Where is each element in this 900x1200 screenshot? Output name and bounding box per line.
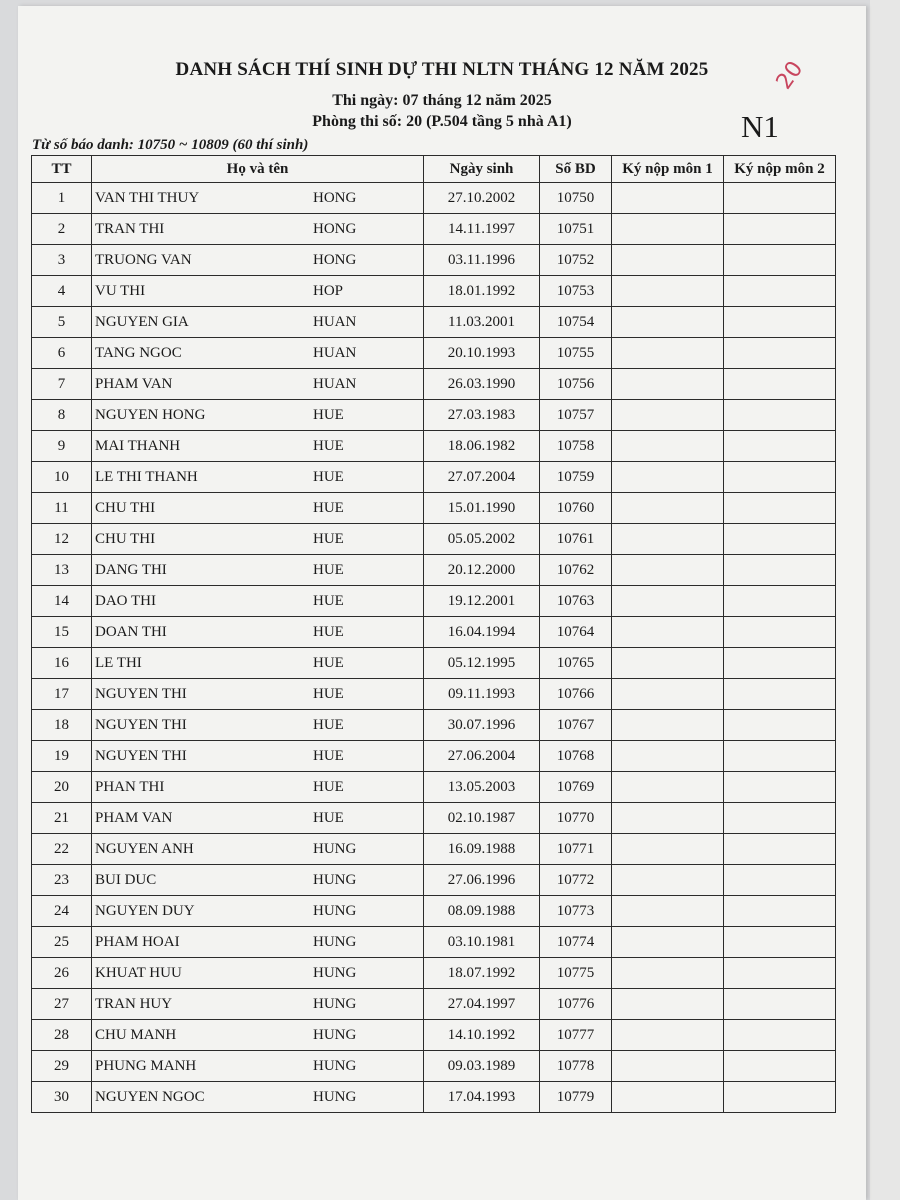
table-row (32, 865, 836, 896)
candidate-first-name: HONG (313, 189, 357, 206)
sign-cell-subject-2 (724, 276, 836, 307)
candidate-dob: 14.10.1992 (424, 1020, 540, 1051)
candidate-last-middle-name: VU THI (95, 282, 146, 299)
sign-cell-subject-2 (724, 307, 836, 338)
candidate-name (92, 431, 424, 462)
header-sign1: Ký nộp môn 1 (612, 156, 724, 183)
candidate-sbd: 10754 (540, 307, 612, 338)
candidate-first-name: HUE (313, 406, 344, 423)
table-row (32, 617, 836, 648)
candidate-dob: 27.04.1997 (424, 989, 540, 1020)
sign-cell-subject-1 (612, 338, 724, 369)
row-number: 26 (32, 958, 92, 989)
candidate-sbd: 10768 (540, 741, 612, 772)
candidate-dob: 27.06.2004 (424, 741, 540, 772)
sign-cell-subject-2 (724, 617, 836, 648)
candidate-sbd: 10767 (540, 710, 612, 741)
candidate-dob: 26.03.1990 (424, 369, 540, 400)
candidate-sbd: 10757 (540, 400, 612, 431)
row-number: 14 (32, 586, 92, 617)
sign-cell-subject-1 (612, 1020, 724, 1051)
sign-cell-subject-1 (612, 524, 724, 555)
candidate-first-name: HUE (313, 530, 344, 547)
sign-cell-subject-1 (612, 834, 724, 865)
table-row (32, 989, 836, 1020)
candidate-last-middle-name: CHU THI (95, 499, 156, 516)
candidate-name (92, 958, 424, 989)
candidate-range: Từ số báo danh: 10750 ~ 10809 (60 thí sinh) (32, 137, 309, 153)
candidate-sbd: 10755 (540, 338, 612, 369)
row-number: 3 (32, 245, 92, 276)
candidate-last-middle-name: NGUYEN DUY (95, 902, 195, 919)
candidate-sbd: 10766 (540, 679, 612, 710)
candidate-first-name: HUAN (313, 313, 357, 330)
row-number: 5 (32, 307, 92, 338)
table-row (32, 524, 836, 555)
candidate-first-name: HONG (313, 251, 357, 268)
sign-cell-subject-1 (612, 958, 724, 989)
sign-cell-subject-2 (724, 462, 836, 493)
candidate-dob: 13.05.2003 (424, 772, 540, 803)
candidate-sbd: 10775 (540, 958, 612, 989)
row-number: 23 (32, 865, 92, 896)
candidate-dob: 27.03.1983 (424, 400, 540, 431)
sign-cell-subject-2 (724, 865, 836, 896)
sign-cell-subject-2 (724, 245, 836, 276)
row-number: 27 (32, 989, 92, 1020)
table-row (32, 214, 836, 245)
candidate-last-middle-name: LE THI THANH (95, 468, 198, 485)
candidate-sbd: 10776 (540, 989, 612, 1020)
row-number: 1 (32, 183, 92, 214)
candidate-dob: 05.05.2002 (424, 524, 540, 555)
sign-cell-subject-1 (612, 927, 724, 958)
candidate-sbd: 10761 (540, 524, 612, 555)
row-number: 22 (32, 834, 92, 865)
row-number: 13 (32, 555, 92, 586)
sign-cell-subject-2 (724, 1020, 836, 1051)
table-row (32, 183, 836, 214)
candidate-sbd: 10758 (540, 431, 612, 462)
candidate-last-middle-name: NGUYEN THI (95, 716, 187, 733)
candidate-sbd: 10760 (540, 493, 612, 524)
row-number: 28 (32, 1020, 92, 1051)
candidate-name (92, 989, 424, 1020)
candidate-first-name: HUE (313, 716, 344, 733)
handwritten-mark: 20 (771, 56, 809, 95)
sign-cell-subject-1 (612, 865, 724, 896)
candidate-dob: 18.01.1992 (424, 276, 540, 307)
candidate-name (92, 772, 424, 803)
sign-cell-subject-1 (612, 741, 724, 772)
candidate-name (92, 369, 424, 400)
candidate-name (92, 1020, 424, 1051)
row-number: 25 (32, 927, 92, 958)
table-row (32, 1082, 836, 1113)
table-row (32, 1020, 836, 1051)
table-row (32, 741, 836, 772)
row-number: 30 (32, 1082, 92, 1113)
candidate-dob: 16.04.1994 (424, 617, 540, 648)
candidate-dob: 03.11.1996 (424, 245, 540, 276)
candidate-first-name: HONG (313, 220, 357, 237)
table-row (32, 648, 836, 679)
candidate-name (92, 741, 424, 772)
candidate-first-name: HUE (313, 654, 344, 671)
exam-date: Thi ngày: 07 tháng 12 năm 2025 (332, 92, 552, 109)
table-row (32, 958, 836, 989)
candidate-last-middle-name: MAI THANH (95, 437, 181, 454)
row-number: 9 (32, 431, 92, 462)
candidate-first-name: HUNG (313, 933, 357, 950)
candidate-sbd: 10771 (540, 834, 612, 865)
row-number: 18 (32, 710, 92, 741)
candidate-dob: 14.11.1997 (424, 214, 540, 245)
sign-cell-subject-1 (612, 1051, 724, 1082)
row-number: 2 (32, 214, 92, 245)
candidate-first-name: HUNG (313, 1026, 357, 1043)
table-row (32, 555, 836, 586)
table-row (32, 896, 836, 927)
row-number: 7 (32, 369, 92, 400)
sign-cell-subject-2 (724, 493, 836, 524)
sign-cell-subject-2 (724, 524, 836, 555)
candidate-sbd: 10753 (540, 276, 612, 307)
candidate-name (92, 462, 424, 493)
row-number: 6 (32, 338, 92, 369)
candidate-first-name: HUE (313, 623, 344, 640)
candidate-dob: 08.09.1988 (424, 896, 540, 927)
candidate-name (92, 245, 424, 276)
sign-cell-subject-2 (724, 1082, 836, 1113)
candidate-dob: 16.09.1988 (424, 834, 540, 865)
table-row (32, 834, 836, 865)
sign-cell-subject-1 (612, 896, 724, 927)
sign-cell-subject-2 (724, 896, 836, 927)
candidate-dob: 09.03.1989 (424, 1051, 540, 1082)
candidate-table (31, 155, 836, 1113)
sign-cell-subject-1 (612, 989, 724, 1020)
candidate-sbd: 10756 (540, 369, 612, 400)
sign-cell-subject-1 (612, 431, 724, 462)
candidate-sbd: 10773 (540, 896, 612, 927)
room-code: N1 (741, 109, 779, 144)
sign-cell-subject-2 (724, 648, 836, 679)
candidate-last-middle-name: NGUYEN HONG (95, 406, 206, 423)
background-page-edge (870, 0, 900, 1200)
sign-cell-subject-1 (612, 245, 724, 276)
candidate-last-middle-name: TRAN HUY (95, 995, 173, 1012)
table-row (32, 245, 836, 276)
table-row (32, 927, 836, 958)
candidate-last-middle-name: CHU THI (95, 530, 156, 547)
exam-room: Phòng thi số: 20 (P.504 tầng 5 nhà A1) (312, 113, 572, 130)
row-number: 24 (32, 896, 92, 927)
row-number: 12 (32, 524, 92, 555)
table-row (32, 307, 836, 338)
candidate-first-name: HUE (313, 747, 344, 764)
document-title: DANH SÁCH THÍ SINH DỰ THI NLTN THÁNG 12 NĂM 2025 (175, 59, 709, 80)
row-number: 10 (32, 462, 92, 493)
candidate-sbd: 10751 (540, 214, 612, 245)
candidate-first-name: HUNG (313, 840, 357, 857)
table-row (32, 772, 836, 803)
candidate-last-middle-name: BUI DUC (95, 871, 157, 888)
sign-cell-subject-1 (612, 710, 724, 741)
candidate-dob: 03.10.1981 (424, 927, 540, 958)
candidate-sbd: 10763 (540, 586, 612, 617)
candidate-dob: 30.07.1996 (424, 710, 540, 741)
table-row (32, 338, 836, 369)
candidate-first-name: HUAN (313, 344, 357, 361)
candidate-sbd: 10765 (540, 648, 612, 679)
header-sign2: Ký nộp môn 2 (724, 156, 836, 183)
candidate-first-name: HUE (313, 809, 344, 826)
table-row (32, 369, 836, 400)
sign-cell-subject-1 (612, 555, 724, 586)
candidate-dob: 27.07.2004 (424, 462, 540, 493)
candidate-dob: 20.10.1993 (424, 338, 540, 369)
sign-cell-subject-2 (724, 214, 836, 245)
candidate-name (92, 834, 424, 865)
sign-cell-subject-2 (724, 369, 836, 400)
candidate-first-name: HOP (313, 282, 344, 299)
candidate-last-middle-name: NGUYEN NGOC (95, 1088, 205, 1105)
sign-cell-subject-1 (612, 400, 724, 431)
candidate-dob: 15.01.1990 (424, 493, 540, 524)
candidate-first-name: HUE (313, 499, 344, 516)
candidate-last-middle-name: NGUYEN THI (95, 685, 187, 702)
sign-cell-subject-1 (612, 276, 724, 307)
row-number: 15 (32, 617, 92, 648)
candidate-dob: 05.12.1995 (424, 648, 540, 679)
candidate-dob: 27.06.1996 (424, 865, 540, 896)
candidate-first-name: HUNG (313, 871, 357, 888)
sign-cell-subject-2 (724, 803, 836, 834)
candidate-name (92, 338, 424, 369)
sign-cell-subject-1 (612, 307, 724, 338)
table-row (32, 431, 836, 462)
candidate-sbd: 10778 (540, 1051, 612, 1082)
header-dob: Ngày sinh (424, 156, 540, 183)
candidate-name (92, 586, 424, 617)
table-row (32, 586, 836, 617)
sign-cell-subject-1 (612, 1082, 724, 1113)
candidate-name (92, 1051, 424, 1082)
candidate-dob: 11.03.2001 (424, 307, 540, 338)
candidate-dob: 19.12.2001 (424, 586, 540, 617)
row-number: 4 (32, 276, 92, 307)
sign-cell-subject-1 (612, 679, 724, 710)
candidate-dob: 18.07.1992 (424, 958, 540, 989)
candidate-first-name: HUNG (313, 902, 357, 919)
candidate-sbd: 10779 (540, 1082, 612, 1113)
candidate-last-middle-name: KHUAT HUU (95, 964, 182, 981)
candidate-name (92, 400, 424, 431)
candidate-name (92, 1082, 424, 1113)
sign-cell-subject-1 (612, 772, 724, 803)
row-number: 8 (32, 400, 92, 431)
header-sbd: Số BD (540, 156, 612, 183)
candidate-sbd: 10769 (540, 772, 612, 803)
candidate-first-name: HUNG (313, 995, 357, 1012)
sign-cell-subject-1 (612, 369, 724, 400)
sign-cell-subject-2 (724, 679, 836, 710)
row-number: 29 (32, 1051, 92, 1082)
table-row (32, 803, 836, 834)
candidate-name (92, 276, 424, 307)
candidate-sbd: 10777 (540, 1020, 612, 1051)
sign-cell-subject-2 (724, 989, 836, 1020)
candidate-name (92, 307, 424, 338)
candidate-last-middle-name: NGUYEN THI (95, 747, 187, 764)
candidate-dob: 09.11.1993 (424, 679, 540, 710)
sign-cell-subject-1 (612, 586, 724, 617)
candidate-first-name: HUE (313, 468, 344, 485)
candidate-last-middle-name: DANG THI (95, 561, 167, 578)
header-tt: TT (32, 156, 92, 183)
sign-cell-subject-1 (612, 648, 724, 679)
sign-cell-subject-1 (612, 803, 724, 834)
sign-cell-subject-2 (724, 772, 836, 803)
row-number: 16 (32, 648, 92, 679)
candidate-first-name: HUNG (313, 1057, 357, 1074)
row-number: 17 (32, 679, 92, 710)
table-row (32, 679, 836, 710)
sign-cell-subject-2 (724, 834, 836, 865)
candidate-name (92, 648, 424, 679)
candidate-sbd: 10774 (540, 927, 612, 958)
candidate-last-middle-name: CHU MANH (95, 1026, 177, 1043)
sign-cell-subject-2 (724, 555, 836, 586)
candidate-last-middle-name: VAN THI THUY (95, 189, 200, 206)
candidate-name (92, 896, 424, 927)
candidate-last-middle-name: TRAN THI (95, 220, 165, 237)
candidate-name (92, 927, 424, 958)
sign-cell-subject-2 (724, 741, 836, 772)
sign-cell-subject-2 (724, 927, 836, 958)
candidate-name (92, 679, 424, 710)
candidate-name (92, 617, 424, 648)
candidate-sbd: 10750 (540, 183, 612, 214)
candidate-name (92, 524, 424, 555)
candidate-last-middle-name: LE THI (95, 654, 142, 671)
sign-cell-subject-1 (612, 617, 724, 648)
header-name: Họ và tên (92, 156, 424, 183)
sign-cell-subject-2 (724, 338, 836, 369)
candidate-dob: 20.12.2000 (424, 555, 540, 586)
candidate-sbd: 10762 (540, 555, 612, 586)
candidate-dob: 02.10.1987 (424, 803, 540, 834)
candidate-dob: 27.10.2002 (424, 183, 540, 214)
row-number: 21 (32, 803, 92, 834)
candidate-name (92, 865, 424, 896)
sign-cell-subject-2 (724, 710, 836, 741)
candidate-sbd: 10772 (540, 865, 612, 896)
candidate-last-middle-name: PHAN THI (95, 778, 165, 795)
candidate-name (92, 214, 424, 245)
candidate-last-middle-name: PHAM HOAI (95, 933, 180, 950)
candidate-first-name: HUE (313, 685, 344, 702)
candidate-first-name: HUNG (313, 1088, 357, 1105)
candidate-dob: 17.04.1993 (424, 1082, 540, 1113)
sign-cell-subject-2 (724, 400, 836, 431)
sign-cell-subject-1 (612, 214, 724, 245)
sign-cell-subject-2 (724, 431, 836, 462)
candidate-last-middle-name: TANG NGOC (95, 344, 182, 361)
candidate-sbd: 10764 (540, 617, 612, 648)
table-row (32, 400, 836, 431)
candidate-name (92, 710, 424, 741)
candidate-sbd: 10752 (540, 245, 612, 276)
candidate-sbd: 10770 (540, 803, 612, 834)
sign-cell-subject-1 (612, 493, 724, 524)
table-row (32, 462, 836, 493)
candidate-last-middle-name: PHAM VAN (95, 375, 173, 392)
candidate-first-name: HUE (313, 437, 344, 454)
candidate-first-name: HUAN (313, 375, 357, 392)
table-row (32, 276, 836, 307)
sign-cell-subject-2 (724, 586, 836, 617)
row-number: 20 (32, 772, 92, 803)
candidate-sbd: 10759 (540, 462, 612, 493)
sign-cell-subject-1 (612, 183, 724, 214)
candidate-name (92, 493, 424, 524)
candidate-name (92, 803, 424, 834)
table-row (32, 710, 836, 741)
sign-cell-subject-2 (724, 1051, 836, 1082)
candidate-name (92, 555, 424, 586)
sign-cell-subject-1 (612, 462, 724, 493)
candidate-last-middle-name: DAO THI (95, 592, 156, 609)
candidate-last-middle-name: PHUNG MANH (95, 1057, 197, 1074)
table-row (32, 1051, 836, 1082)
candidate-first-name: HUNG (313, 964, 357, 981)
table-header-row (32, 156, 836, 183)
candidate-last-middle-name: DOAN THI (95, 623, 167, 640)
row-number: 11 (32, 493, 92, 524)
candidate-last-middle-name: PHAM VAN (95, 809, 173, 826)
exam-list-sheet (18, 6, 866, 1200)
candidate-last-middle-name: NGUYEN GIA (95, 313, 189, 330)
candidate-last-middle-name: NGUYEN ANH (95, 840, 194, 857)
candidate-name (92, 183, 424, 214)
candidate-first-name: HUE (313, 592, 344, 609)
table-row (32, 493, 836, 524)
candidate-last-middle-name: TRUONG VAN (95, 251, 192, 268)
sign-cell-subject-2 (724, 958, 836, 989)
sign-cell-subject-2 (724, 183, 836, 214)
candidate-first-name: HUE (313, 778, 344, 795)
candidate-first-name: HUE (313, 561, 344, 578)
candidate-dob: 18.06.1982 (424, 431, 540, 462)
row-number: 19 (32, 741, 92, 772)
